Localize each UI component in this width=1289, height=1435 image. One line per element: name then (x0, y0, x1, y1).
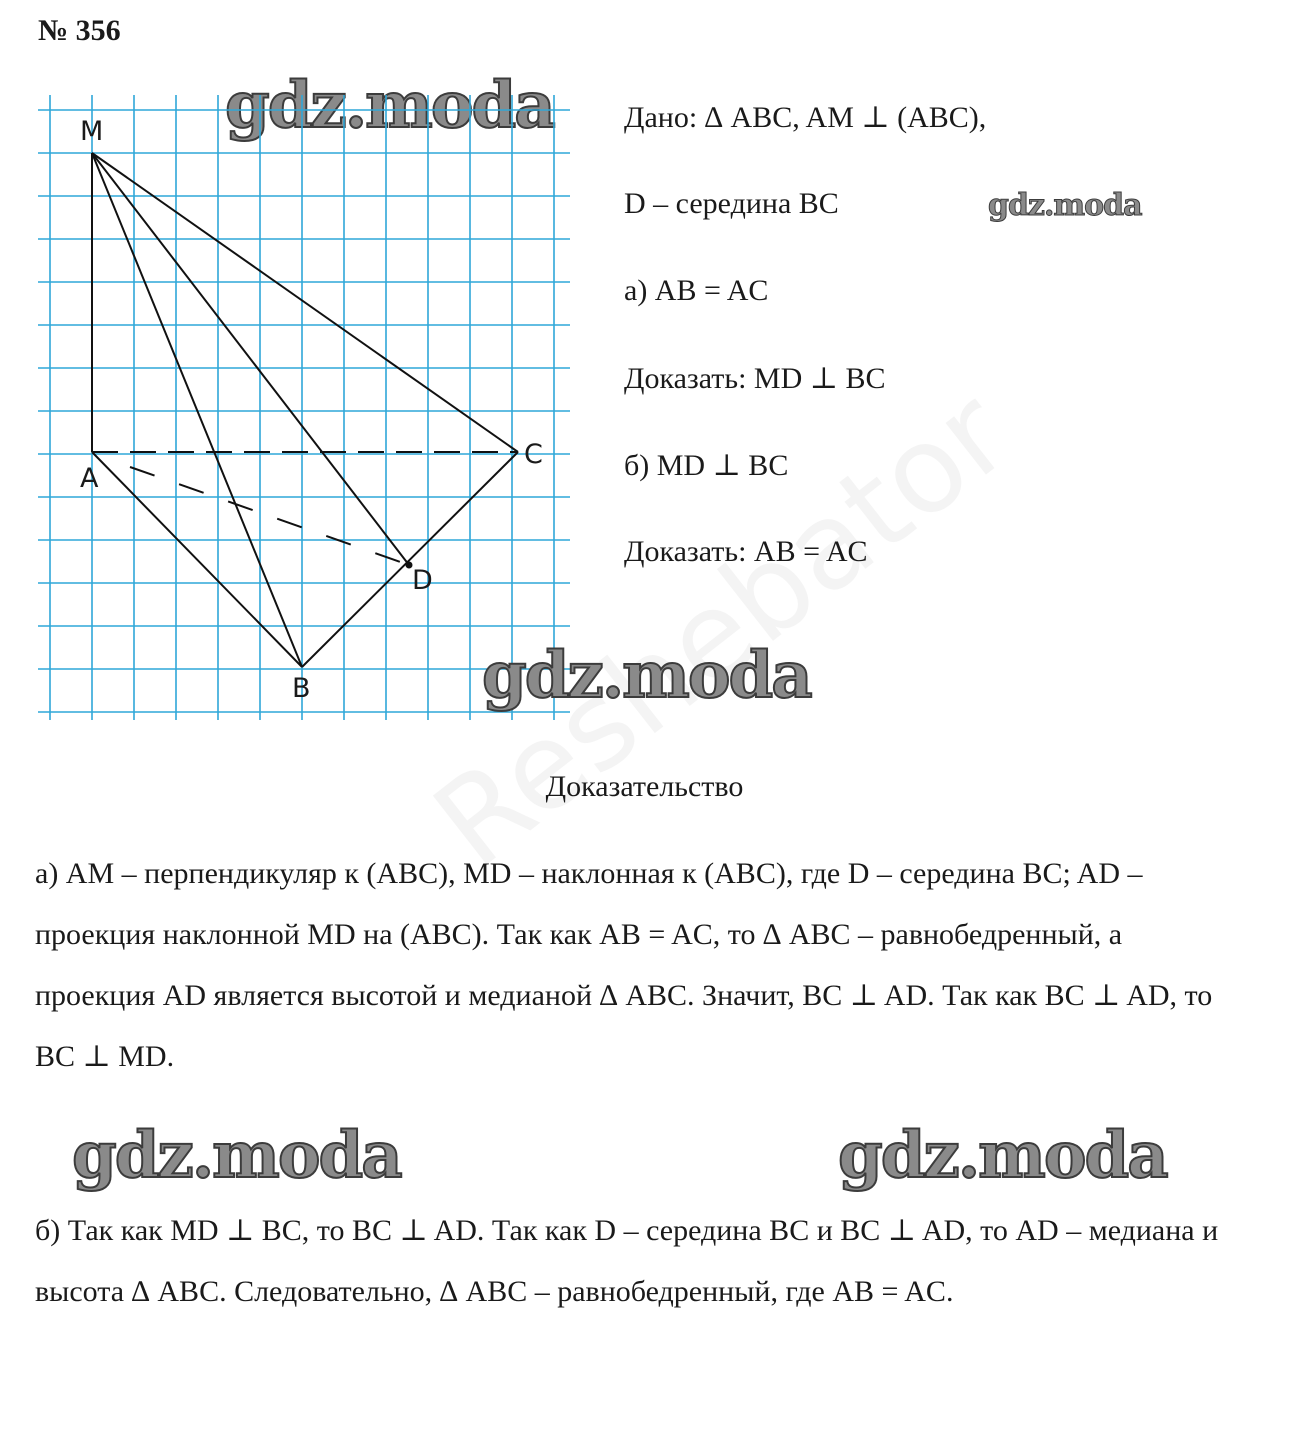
watermark-middle: gdz.moda (482, 638, 811, 713)
segment-AD-hidden (130, 467, 409, 565)
proof-part-a: а) AM – перпендикуляр к (ABC), MD – наклонная к (ABC), где D – середина BC; AD – проекция наклонной MD на (ABC). Так как AB = AC, то ∆ ABC – равнобедренный, а проекция AD является высотой и медианой ∆ ABC. Значит, BC ⊥ AD. Так как BC ⊥ AD, то BC ⊥ MD. (35, 857, 1213, 1073)
edge-MD (92, 153, 409, 565)
given-line-6: Доказать: AB = AC (624, 535, 868, 568)
given-line-3: а) AB = AC (624, 274, 769, 307)
given-line-5: б) MD ⊥ BC (624, 449, 789, 482)
problem-number: № 356 (38, 14, 121, 47)
watermark-small: gdz.moda (988, 188, 1142, 223)
label-D: D (412, 565, 433, 596)
watermark-top: gdz.moda (225, 68, 554, 143)
edge-BC (302, 452, 518, 667)
given-line-2: D – середина BC (624, 187, 839, 220)
grid (38, 95, 570, 720)
geometry-figure (30, 95, 580, 725)
edge-MC (92, 153, 518, 452)
watermark-bottom-right: gdz.moda (838, 1118, 1167, 1193)
given-line-4: Доказать: MD ⊥ BC (624, 362, 886, 395)
edge-MB (92, 153, 302, 667)
label-B: B (292, 673, 311, 704)
watermark-bottom-left: gdz.moda (72, 1118, 401, 1193)
given-line-1: Дано: ∆ ABC, AM ⊥ (ABC), (624, 101, 987, 134)
edge-AB (92, 452, 302, 667)
proof-part-b: б) Так как MD ⊥ BC, то BC ⊥ AD. Так как D – середина BC и BC ⊥ AD, то AD – медиана и высота ∆ ABC. Следовательно, ∆ ABC – равнобедренный, где AB = AC. (35, 1214, 1219, 1308)
figure-lines (92, 153, 518, 667)
label-M: M (80, 116, 104, 147)
proof-heading: Доказательство (545, 770, 744, 803)
label-A: A (80, 463, 99, 494)
label-C: C (524, 439, 543, 470)
